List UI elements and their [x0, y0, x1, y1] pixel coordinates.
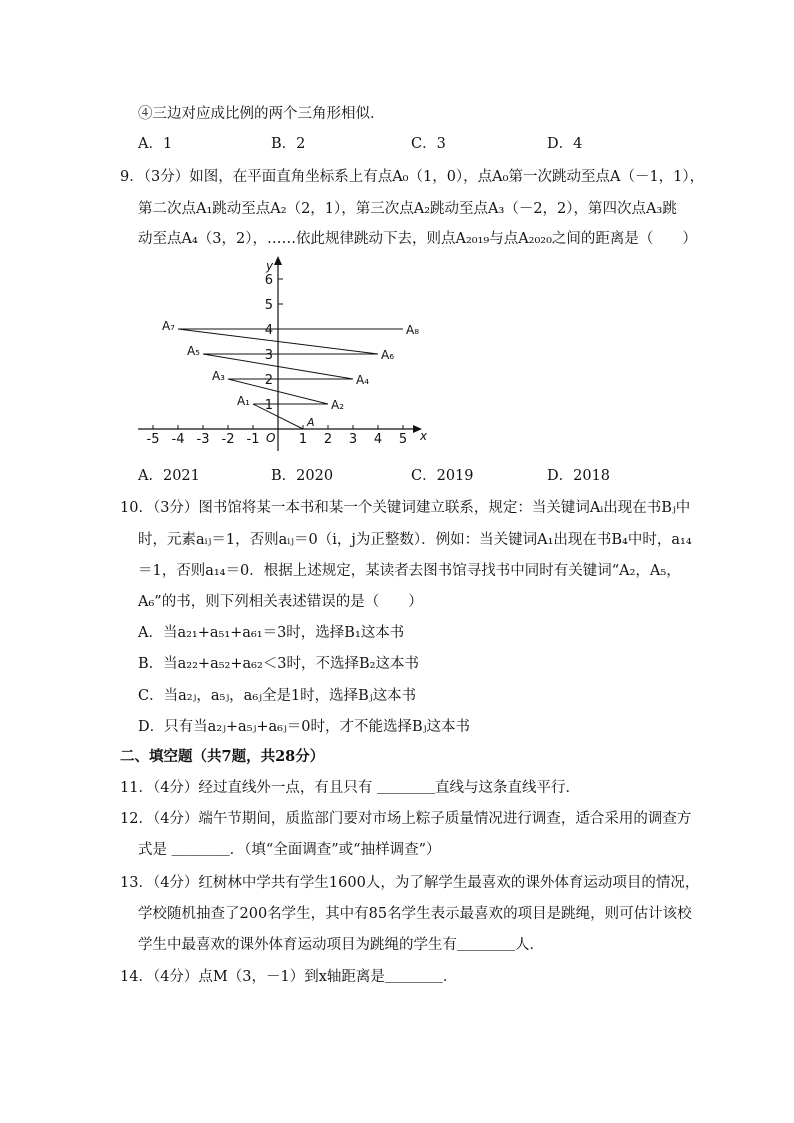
q10-choice-b: B．当a₂₂+a₅₂+a₆₂＜3时，不选择B₂这本书: [138, 656, 419, 672]
q13-line-3: 学生中最喜欢的课外体育运动项目为跳绳的学生有＿＿＿＿人．: [138, 937, 544, 953]
figure-points: [162, 319, 419, 429]
y-tick-label: 1: [264, 398, 273, 413]
point-label: A₆: [381, 348, 395, 362]
y-tick-label: 6: [264, 273, 273, 288]
x-tick-label: -5: [146, 432, 160, 447]
q8-option-b: B．2: [271, 136, 306, 152]
x-tick-label: 3: [348, 432, 358, 447]
y-tick-label: 2: [264, 373, 273, 388]
q8-item-4: ④三边对应成比例的两个三角形相似．: [138, 106, 385, 122]
q8-option-d: D．4: [547, 136, 583, 152]
q9-option-a: A．2021: [138, 468, 200, 484]
x-tick-label: 4: [373, 432, 383, 447]
y-axis-arrow: [274, 256, 282, 265]
q9-option-b: B．2020: [271, 468, 334, 484]
q9-option-c: C．2019: [411, 468, 474, 484]
q9-line-1: 9．（3分）如图，在平面直角坐标系上有点A₀（1，0），点A₀第一次跳动至点A（－1，1），: [120, 169, 705, 185]
x-tick-label: 1: [298, 432, 308, 447]
x-tick-label: 2: [323, 432, 333, 447]
x-tick-label: -3: [196, 432, 210, 447]
q10-choice-a: A．当a₂₁+a₅₁+a₆₁＝3时，选择B₁这本书: [138, 625, 405, 641]
q10-choice-d: D．只有当a₂ⱼ+a₅ⱼ+a₆ⱼ＝0时，才不能选择Bⱼ这本书: [138, 719, 470, 735]
y-axis-label: y: [266, 259, 274, 273]
x-axis-label: x: [420, 429, 428, 443]
q8-option-c: C．3: [411, 136, 446, 152]
q9-option-d: D．2018: [547, 468, 611, 484]
x-tick-label: -4: [171, 432, 185, 447]
q11: 11．（4分）经过直线外一点，有且只有 ＿＿＿＿直线与这条直线平行．: [120, 780, 581, 796]
point-label: A₂: [331, 398, 345, 412]
q9-line-3: 动至点A₄（3，2），……依此规律跳动下去，则点A₂₀₁₉与点A₂₀₂₀之间的距离是（ ）: [138, 231, 697, 247]
point-label: A: [307, 416, 315, 429]
point-label: A₄: [356, 373, 370, 387]
point-label: A₅: [186, 344, 200, 358]
q10-line-4: A₆”的书，则下列相关表述错误的是（ ）: [138, 594, 423, 610]
point-label: A₃: [211, 369, 225, 383]
y-tick-label: 4: [264, 323, 273, 338]
q10-line-3: ＝1，否则a₁₄＝0．根据上述规定，某读者去图书馆寻找书中同时有关键词“A₂，A₅，: [138, 563, 681, 579]
q10-line-2: 时，元素aᵢⱼ＝1，否则aᵢⱼ＝0（i，j为正整数）．例如：当关键词A₁出现在书B₄中时，a₁₄: [138, 532, 692, 548]
section-2-heading: 二、填空题（共7题，共28分）: [120, 748, 325, 765]
q12-line-2: 式是 ＿＿＿＿．（填“全面调查”或“抽样调查”）: [138, 842, 441, 858]
y-tick-label: 5: [264, 298, 273, 313]
point-label: A₁: [236, 394, 250, 408]
q13-line-1: 13．（4分）红树林中学共有学生1600人，为了解学生最喜欢的课外体育运动项目的情况，: [120, 875, 700, 891]
x-tick-label: -1: [246, 432, 260, 447]
figure-ticks: [147, 273, 408, 447]
q10-line-1: 10．（3分）图书馆将某一本书和某一个关键词建立联系，规定：当关键词Aᵢ出现在书Bⱼ中: [120, 500, 691, 516]
point-label: A₈: [406, 323, 420, 337]
q9-line-2: 第二次点A₁跳动至点A₂（2，1），第三次点A₂跳动至点A₃（－2，2），第四次点A₃跳: [138, 201, 677, 217]
coordinate-figure: [130, 256, 440, 456]
q8-option-a: A．1: [138, 136, 173, 152]
origin-label: O: [266, 431, 276, 445]
point-label: A₇: [161, 319, 175, 333]
q12-line-1: 12．（4分）端午节期间，质监部门要对市场上粽子质量情况进行调查，适合采用的调查方: [120, 811, 692, 827]
q14: 14．（4分）点M（3，－1）到x轴距离是＿＿＿＿．: [120, 969, 458, 985]
q10-choice-c: C．当a₂ⱼ，a₅ⱼ，a₆ⱼ全是1时，选择Bⱼ这本书: [138, 688, 417, 704]
x-tick-label: -2: [221, 432, 235, 447]
q13-line-2: 学校随机抽查了200名学生，其中有85名学生表示最喜欢的项目是跳绳，则可估计该校: [138, 906, 692, 922]
y-tick-label: 3: [264, 348, 273, 363]
x-tick-label: 5: [398, 432, 408, 447]
